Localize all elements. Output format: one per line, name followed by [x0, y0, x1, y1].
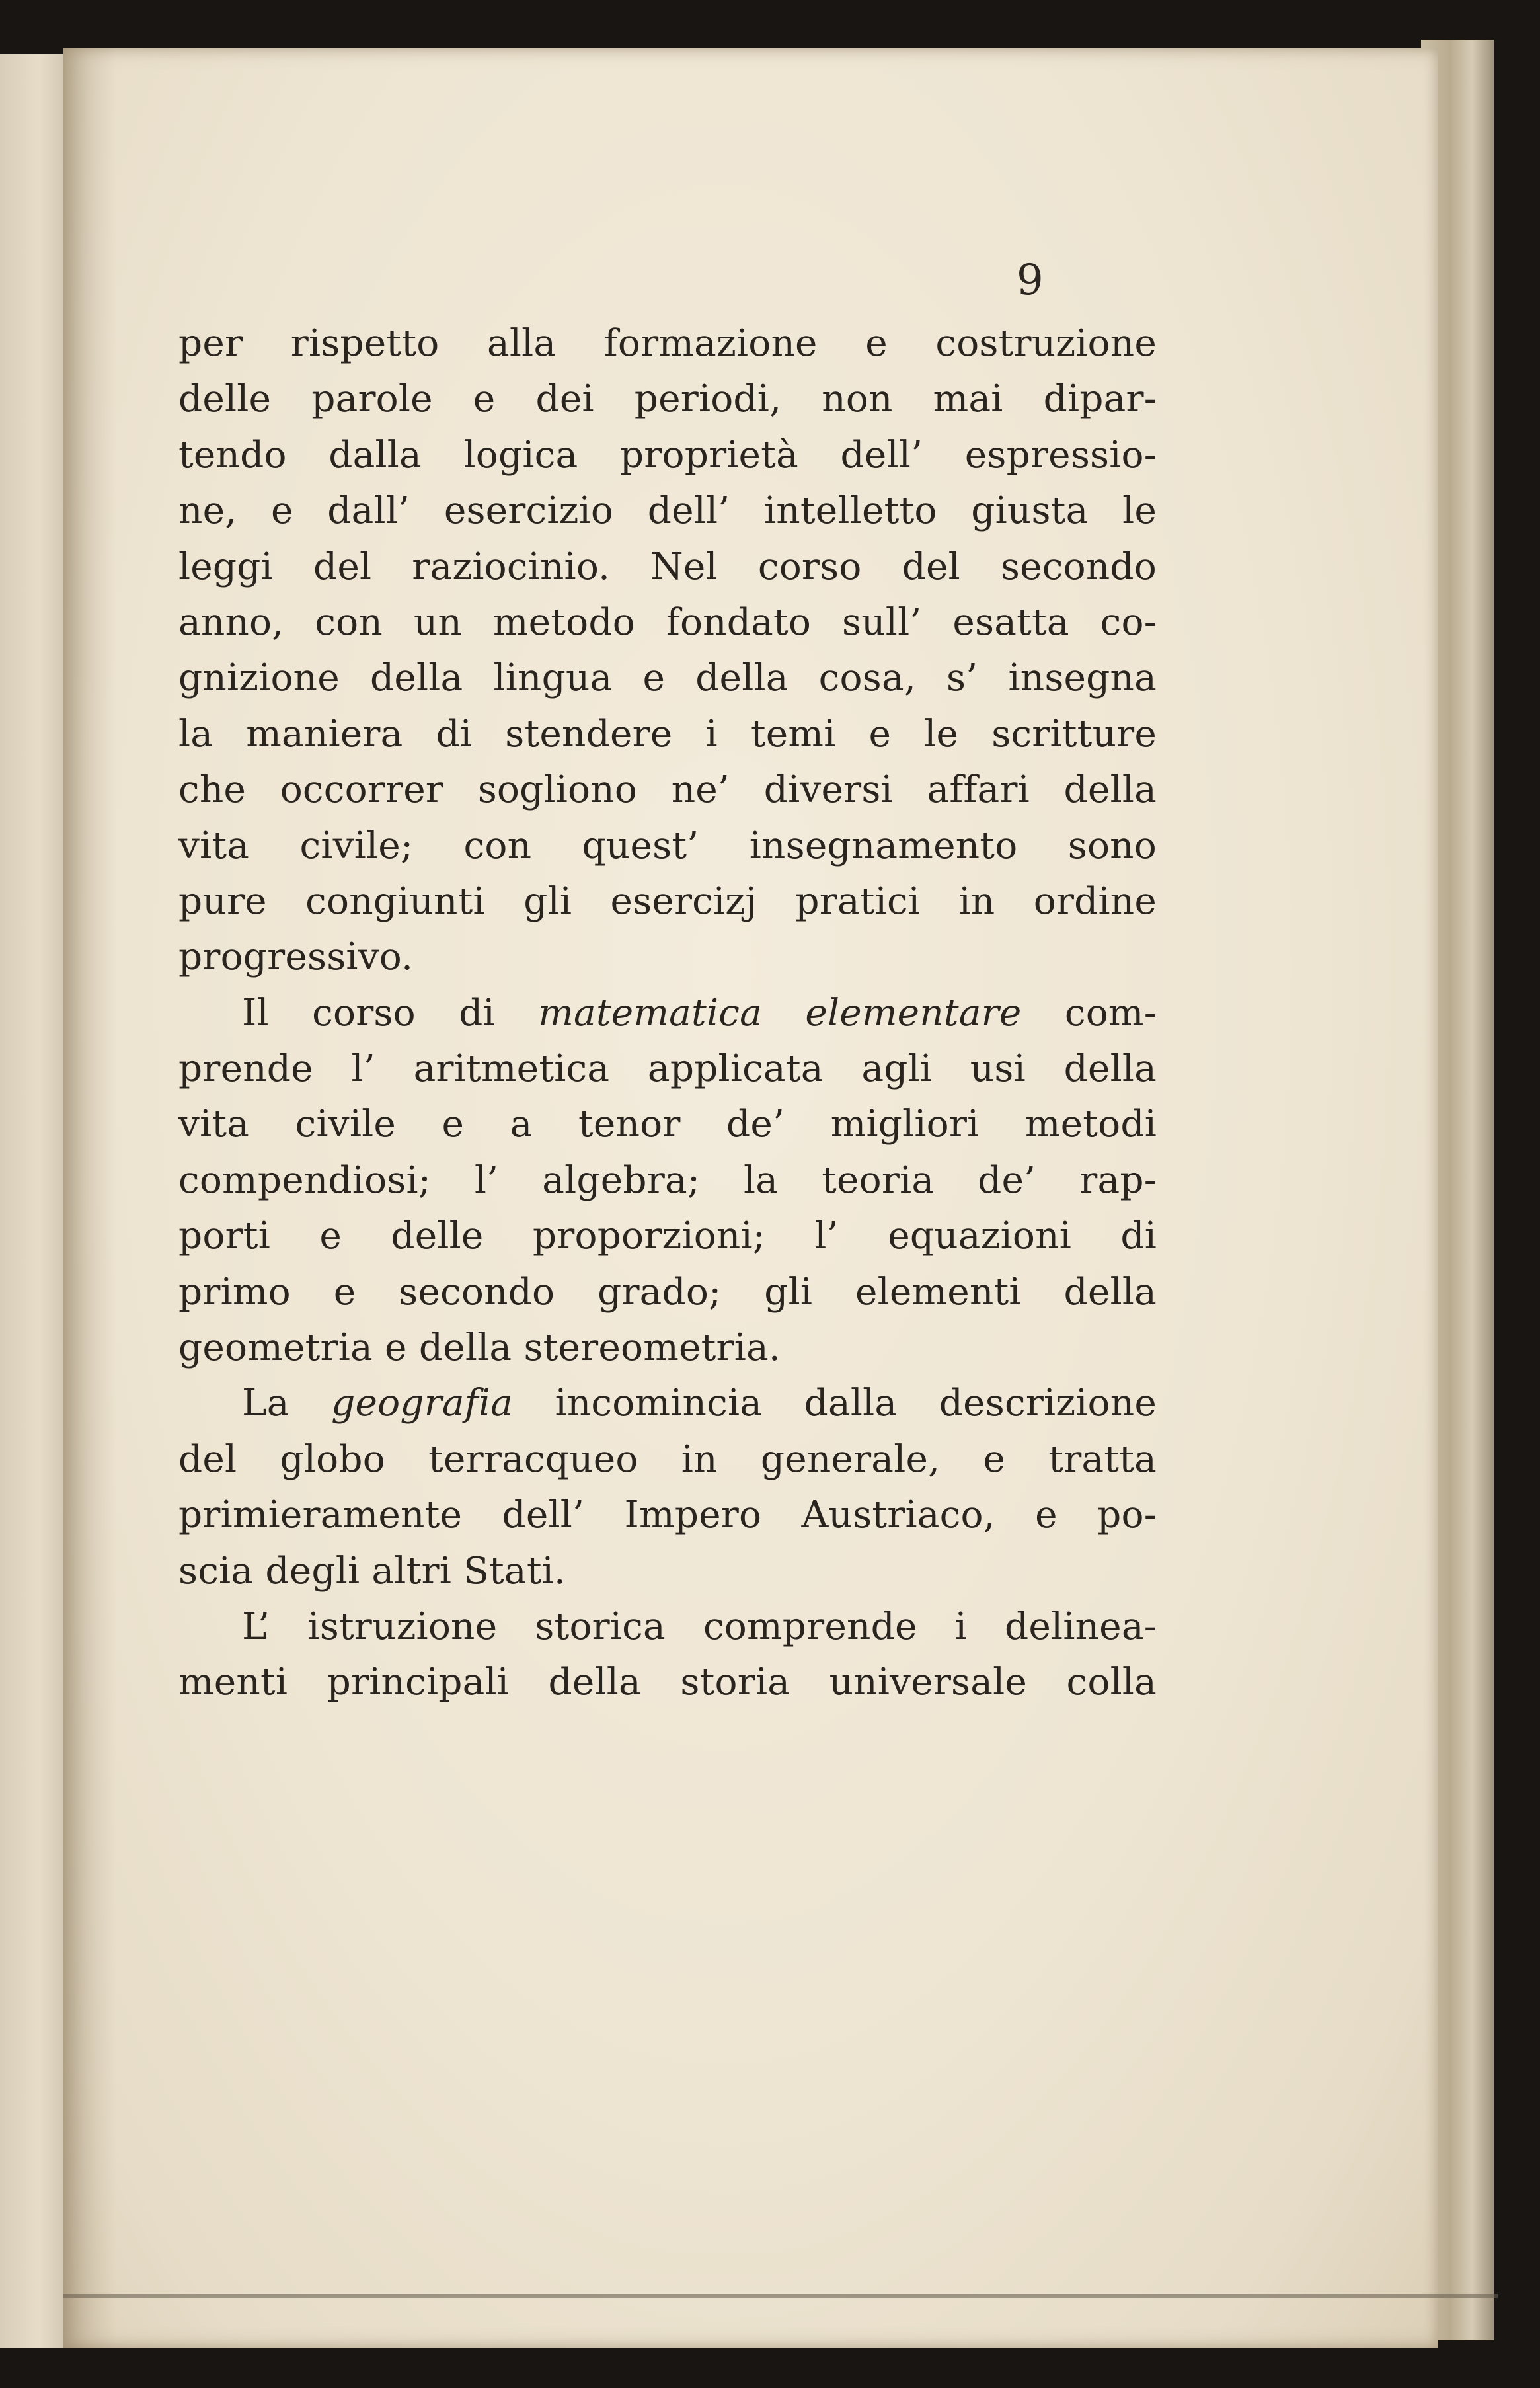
- text-line: primieramente dell’ Impero Austriaco, e po-: [178, 1493, 1157, 1537]
- text-line: che occorrer sogliono ne’ diversi affari della: [178, 768, 1157, 812]
- text-fragment: com-: [1021, 991, 1157, 1035]
- text-line: per rispetto alla formazione e costruzione: [178, 322, 1157, 365]
- text-line: porti e delle proporzioni; l’ equazioni di: [178, 1214, 1157, 1258]
- paragraph-start-line: [178, 986, 1157, 1041]
- text-line: ne, e dall’ esercizio dell’ intelletto giusta le: [178, 489, 1157, 533]
- text-line: delle parole e dei periodi, non mai dipar-: [178, 378, 1157, 421]
- text-line: tendo dalla logica proprietà dell’ espressio-: [178, 433, 1157, 477]
- text-fragment: Il corso di: [242, 991, 539, 1035]
- text-line: scia degli altri Stati.: [178, 1549, 566, 1593]
- text-line: anno, con un metodo fondato sull’ esatta co-: [178, 600, 1157, 644]
- gutter-shadow: [63, 48, 116, 2348]
- text-line: progressivo.: [178, 935, 414, 979]
- page-number: 9: [1017, 256, 1044, 305]
- italic-term: matematica elementare: [538, 991, 1022, 1035]
- text-line: leggi del raziocinio. Nel corso del secondo: [178, 545, 1157, 588]
- text-line: pure congiunti gli esercizj pratici in ordine: [178, 879, 1157, 923]
- text-line: geometria e della stereometria.: [178, 1326, 781, 1370]
- paragraph-start-line: L’ istruzione storica comprende i delinea-: [242, 1605, 1157, 1648]
- page-bottom-edge: [63, 2294, 1498, 2298]
- text-line: vita civile; con quest’ insegnamento sono: [178, 824, 1157, 867]
- paragraph-start-line: [178, 1376, 1157, 1431]
- text-line: compendiosi; l’ algebra; la teoria de’ rap-: [178, 1158, 1157, 1202]
- text-fragment: La: [242, 1382, 332, 1425]
- text-line: vita civile e a tenor de’ migliori metodi: [178, 1103, 1157, 1146]
- text-line: la maniera di stendere i temi e le scritture: [178, 712, 1157, 756]
- text-line: prende l’ aritmetica applicata agli usi della: [178, 1047, 1157, 1091]
- text-fragment: incomincia dalla descrizione: [513, 1382, 1157, 1425]
- italic-term: geografia: [331, 1382, 514, 1425]
- text-line: del globo terracqueo in generale, e tratta: [178, 1437, 1157, 1481]
- body-text: [178, 316, 1157, 1711]
- text-line: gnizione della lingua e della cosa, s’ insegna: [178, 657, 1157, 700]
- text-line: menti principali della storia universale colla: [178, 1661, 1157, 1704]
- text-line: primo e secondo grado; gli elementi della: [178, 1270, 1157, 1314]
